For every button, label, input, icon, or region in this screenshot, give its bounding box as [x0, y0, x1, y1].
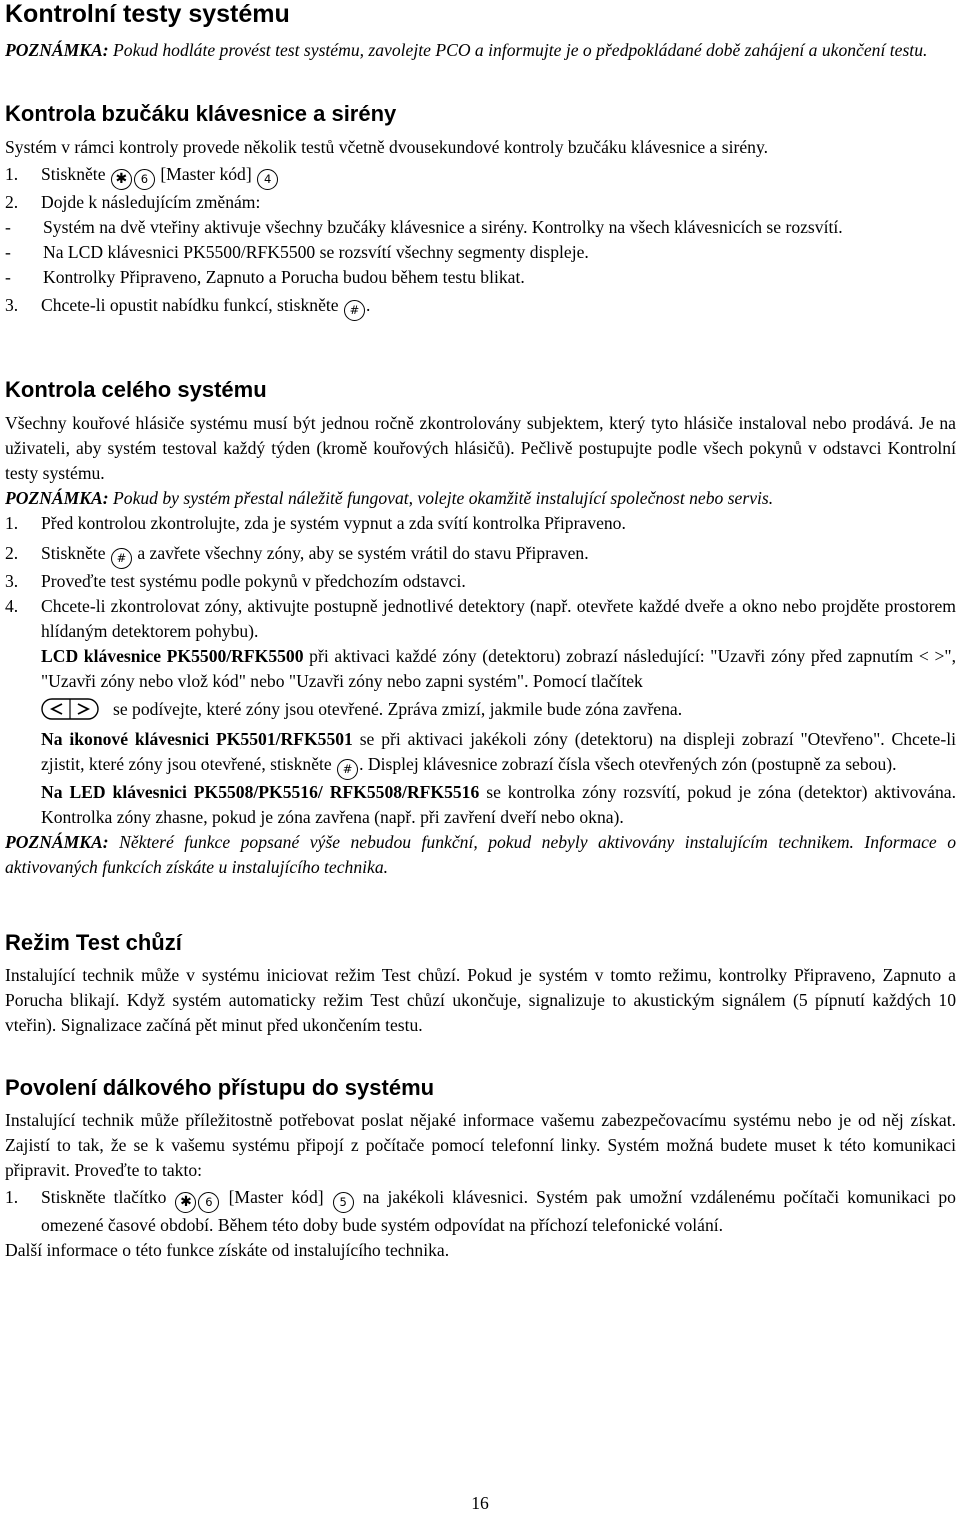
check-step-3: [5, 569, 956, 594]
hash-key-icon: #: [344, 300, 365, 321]
step-number: 1.: [5, 1187, 19, 1207]
lcd-keypad-model: LCD klávesnice PK5500/RFK5500: [41, 646, 304, 666]
step-number: 4.: [5, 596, 19, 616]
step-text: Dojde k následujícím změnám:: [41, 192, 261, 212]
master-code-label: [Master kód]: [160, 164, 252, 184]
step-number: 2.: [5, 192, 19, 212]
walk-test-text: Instalující technik může v systému iniciovat režim Test chůzí. Pokud je systém v tomto režimu, kontrolky Připraveno, Zapnuto a Porucha blikají. Když systém automaticky režim Test chůzí ukončuje, signalizuje to akustickým signálem (5 pípnutí každých 10 vteřin). Signalizace začíná pět minut před ukončením testu.: [5, 965, 956, 1035]
note-text: Pokud by systém přestal náležitě fungovat, volejte okamžitě instalující společnost nebo servis.: [108, 488, 774, 508]
whole-system-block: [5, 411, 956, 880]
key-5-icon: 5: [333, 1192, 354, 1213]
buzzer-step-3: 3. Chcete-li opustit nabídku funkcí, stiskněte # .: [5, 293, 956, 321]
lcd-arrows-paragraph: se podívejte, které zóny jsou otevřené. Zpráva zmizí, jakmile bude zóna zavřena.: [5, 697, 956, 727]
note-text: Některé funkce popsané výše nebudou funkční, pokud nebyly aktivovány instalujícím technikem. Informace o aktivovaných funkcích získáte u instalujícího technika.: [5, 832, 956, 877]
walk-test-block: [5, 963, 956, 1038]
bullet-item: [5, 265, 956, 290]
key-6-icon: 6: [198, 1192, 219, 1213]
whole-system-note-2: [5, 830, 956, 880]
icon-keypad-model: Na ikonové klávesnici PK5501/RFK5501: [41, 729, 353, 749]
check-step-1: [5, 511, 956, 536]
buzzer-step-1: [5, 162, 956, 190]
star-key-icon: ✱: [111, 169, 132, 190]
step-text: Proveďte test systému podle pokynů v předchozím odstavci.: [41, 571, 466, 591]
step-text: Chcete-li zkontrolovat zóny, aktivujte postupně jednotlivé detektory (např. otevřete každé dveře a okno nebo projděte prostorem hlídaným detektorem pohybu).: [41, 596, 956, 641]
step-text: Před kontrolou zkontrolujte, zda je systém vypnut a zda svítí kontrolka Připraveno.: [41, 513, 626, 533]
remote-access-intro: Instalující technik může příležitostně potřebovat poslat nějaké informace vašemu zabezpečovacímu systému nebo je od něj získat. Zajistí to tak, že se k vašemu systému připojí z počítače pomocí telefonní linky. Systém možná budete muset k této komunikaci připravit. Proveďte to takto:: [5, 1110, 956, 1180]
bullet-text: Na LCD klávesnici PK5500/RFK5500 se rozsvítí všechny segmenty displeje.: [43, 242, 589, 262]
hash-key-icon: #: [337, 759, 358, 780]
whole-system-note: [5, 486, 956, 511]
step-text: Chcete-li opustit nabídku funkcí, stiskněte: [41, 295, 339, 315]
section-title-whole-system: Kontrola celého systému: [5, 377, 267, 402]
buzzer-intro: Systém v rámci kontroly provede několik testů včetně dvousekundové kontroly bzučáku klávesnice a sirény.: [5, 137, 769, 157]
bullet-mark: -: [5, 242, 11, 262]
key-6-icon: 6: [134, 169, 155, 190]
led-keypad-model: Na LED klávesnici PK5508/PK5516/ RFK5508/RFK5516: [41, 782, 480, 802]
step-number: 3.: [5, 295, 19, 315]
lcd-keypad-paragraph: LCD klávesnice PK5500/RFK5500 při aktivaci každé zóny (detektoru) zobrazí následující: "Uzavři zóny před zapnutím < >", "Uzavři zóny nebo vlož kód" nebo "Uzavři zóny nebo zapni systém". Pomocí tlačítek: [41, 646, 956, 691]
master-code-label: [Master kód]: [228, 1187, 324, 1207]
icon-keypad-paragraph: Na ikonové klávesnici PK5501/RFK5501 se při aktivaci jakékoli zóny (detektoru) na displeji zobrazí "Otevřeno". Chcete-li zjistit, které zóny jsou otevřené, stiskněte # . Displej klávesnice zobrazí čísla všech otevřených zón (postupně za sebou).: [5, 727, 956, 780]
note-test-announcement: [5, 38, 956, 63]
bullet-item: [5, 240, 956, 265]
bullet-mark: -: [5, 217, 11, 237]
section-title-buzzer-siren: Kontrola bzučáku klávesnice a sirény: [5, 101, 397, 126]
bullet-text: Kontrolky Připraveno, Zapnuto a Porucha budou během testu blikat.: [43, 267, 525, 287]
scroll-arrow-keys-icon: [41, 698, 99, 727]
page-number: 16: [471, 1493, 489, 1513]
led-keypad-paragraph: Na LED klávesnici PK5508/PK5516/ RFK5508/RFK5516 se kontrolka zóny rozsvítí, pokud je zóna (detektor) aktivována. Kontrolka zóny zhasne, pokud je zóna zavřena (např. při zavření dveří nebo okna).: [41, 782, 956, 827]
step-number: 1.: [5, 164, 19, 184]
buzzer-test-block: [5, 135, 956, 321]
remote-access-block: [5, 1108, 956, 1263]
bullet-text: Systém na dvě vteřiny aktivuje všechny bzučáky klávesnice a sirény. Kontrolky na všech klávesnicích se rozsvítí.: [43, 217, 843, 237]
section-title-walk-test: Režim Test chůzí: [5, 930, 182, 955]
note-text: Pokud hodláte provést test systému, zavolejte PCO a informujte je o předpokládané době zahájení a ukončení testu.: [108, 40, 928, 60]
star-key-icon: ✱: [175, 1192, 196, 1213]
note-label: POZNÁMKA:: [5, 832, 109, 852]
hash-key-icon: #: [111, 548, 132, 569]
step-number: 2.: [5, 543, 19, 563]
bullet-item: [5, 215, 956, 240]
bullet-mark: -: [5, 267, 11, 287]
whole-system-intro: Všechny kouřové hlásiče systému musí být jednou ročně zkontrolovány subjektem, který tyto hlásiče instaloval nebo prodává. Je na uživateli, aby systém testoval každý týden (kromě kouřových hlásičů). Pečlivě postupujte podle všech pokynů v odstavci Kontrolní testy systému.: [5, 413, 956, 483]
step-number: 1.: [5, 513, 19, 533]
section-title-system-tests: Kontrolní testy systému: [5, 0, 290, 28]
buzzer-step-2: [5, 190, 956, 215]
remote-access-outro: Další informace o této funkce získáte od instalujícího technika.: [5, 1240, 450, 1260]
note-label: POZNÁMKA:: [5, 488, 109, 508]
remote-step-1: 1. Stiskněte tlačítko ✱ 6 [Master kód] 5 na jakékoli klávesnici. Systém pak umožní vzdálenému počítači komunikaci po omezené časové období. Během této doby bude systém odpovídat na příchozí telefonické volání.: [5, 1185, 956, 1238]
check-step-2: 2. Stiskněte # a zavřete všechny zóny, aby se systém vrátil do stavu Připraven.: [5, 541, 956, 569]
step-number: 3.: [5, 571, 19, 591]
step-text: Stiskněte: [41, 164, 106, 184]
note-label: POZNÁMKA:: [5, 40, 109, 60]
section-title-remote-access: Povolení dálkového přístupu do systému: [5, 1075, 435, 1100]
check-step-4: [5, 594, 956, 644]
key-4-icon: 4: [257, 169, 278, 190]
